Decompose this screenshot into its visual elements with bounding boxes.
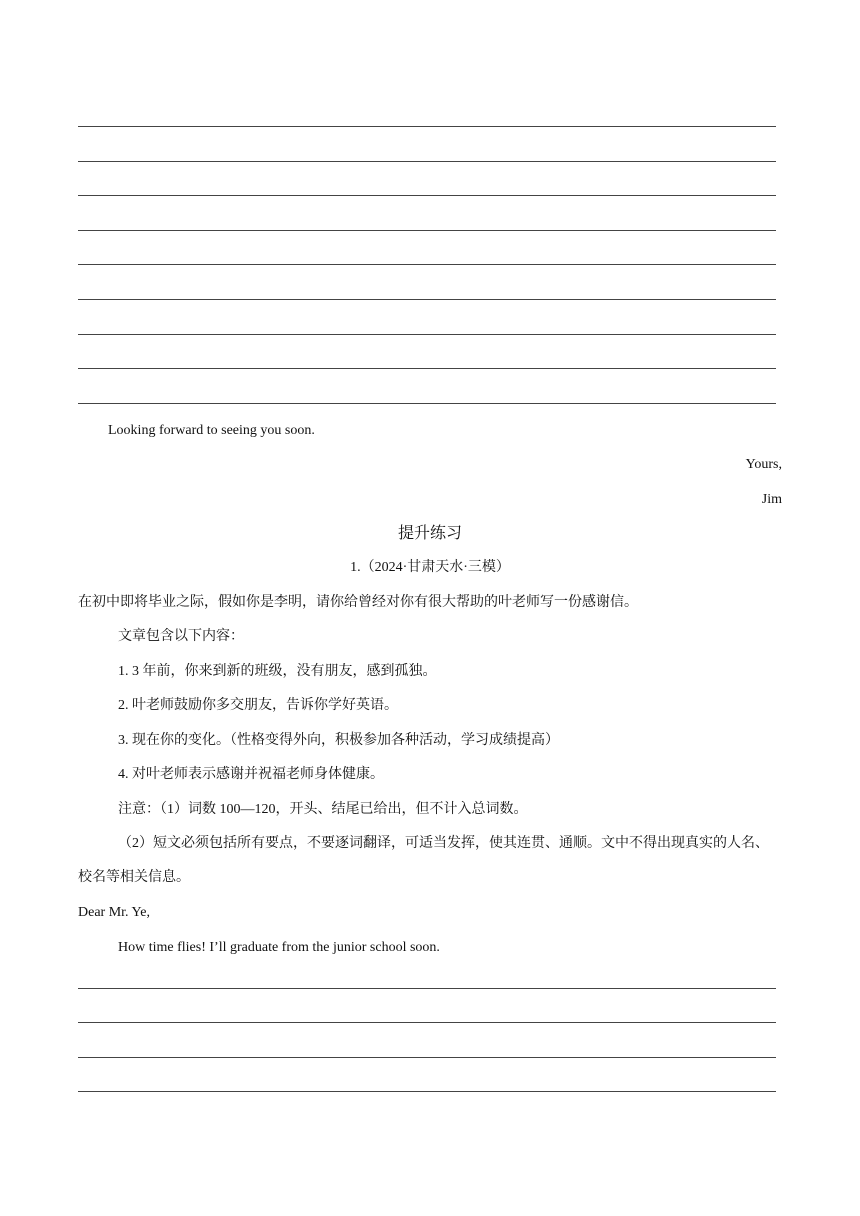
question-prompt: 在初中即将毕业之际，假如你是李明，请你给曾经对你有很大帮助的叶老师写一份感谢信。 [78,595,638,610]
answer-line[interactable] [78,334,776,335]
answer-line[interactable] [78,988,776,989]
answer-line[interactable] [78,1057,776,1058]
note-word-count: 注意：（1）词数 100—120，开头、结尾已给出，但不计入总词数。 [118,802,528,817]
closing-line: Looking forward to seeing you soon. [108,423,315,438]
letter-salutation: Dear Mr. Ye, [78,905,150,920]
content-point: 4. 对叶老师表示感谢并祝福老师身体健康。 [118,767,384,782]
answer-line[interactable] [78,403,776,404]
section-title: 提升练习 [397,525,462,542]
question-label: 1.（2024·甘肃天水·三模） [350,560,510,575]
closing-yours: Yours, [745,457,782,472]
answer-line[interactable] [78,368,776,369]
content-point: 2. 叶老师鼓励你多交朋友，告诉你学好英语。 [118,698,398,713]
answer-line[interactable] [78,1022,776,1023]
content-intro: 文章包含以下内容： [118,629,244,644]
answer-line[interactable] [78,1091,776,1092]
content-point: 1. 3 年前，你来到新的班级，没有朋友，感到孤独。 [118,664,437,679]
answer-line[interactable] [78,126,776,127]
answer-line[interactable] [78,230,776,231]
answer-line[interactable] [78,195,776,196]
answer-line[interactable] [78,161,776,162]
letter-opening-line: How time flies! I’ll graduate from the junior school soon. [118,940,440,955]
answer-line[interactable] [78,264,776,265]
note-requirements: （2）短文必须包括所有要点，不要逐词翻译，可适当发挥，使其连贯、通顺。文中不得出现真实的人名、校名等相关信息。 [78,836,769,885]
answer-line[interactable] [78,299,776,300]
content-point: 3. 现在你的变化。（性格变得外向，积极参加各种活动，学习成绩提高） [118,733,559,748]
signature-name: Jim [761,492,782,507]
